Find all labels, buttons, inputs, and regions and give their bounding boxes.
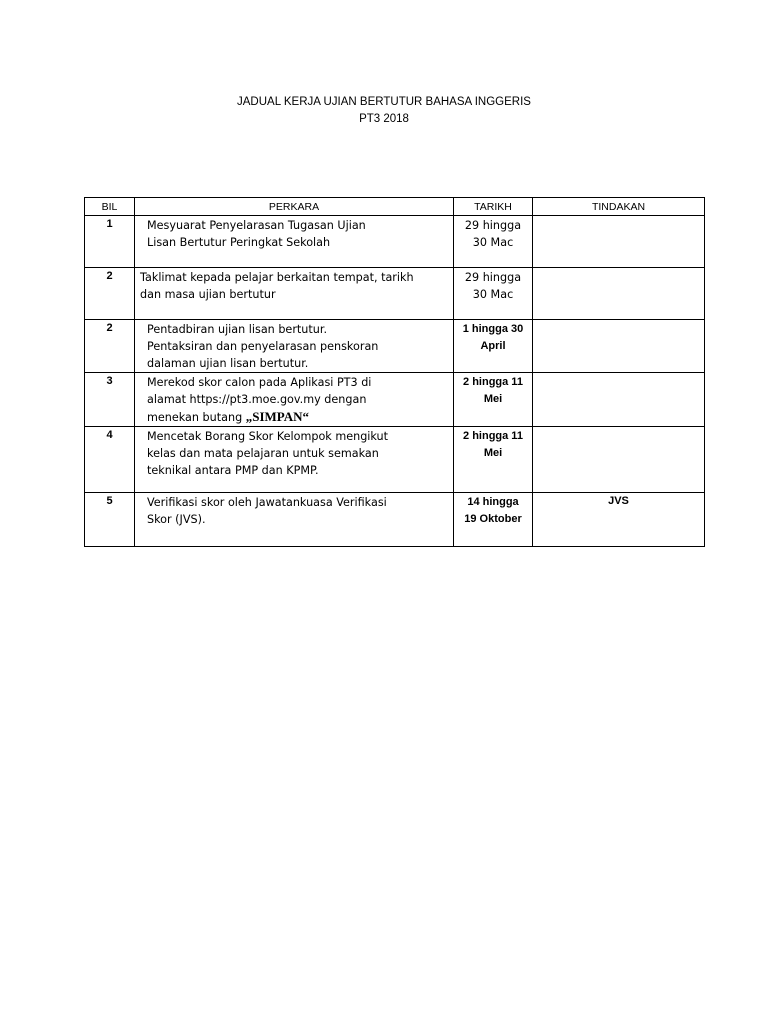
tarikh-cell: [454, 268, 533, 320]
bil-cell: 2: [85, 268, 135, 320]
table-row: [85, 216, 705, 268]
perkara-line: alamat https://pt3.moe.gov.my dengan: [147, 393, 367, 406]
tarikh-line: 19 Oktober: [464, 513, 522, 525]
bil-cell: 1: [85, 216, 135, 268]
tarikh-line: 2 hingga 11: [463, 376, 523, 388]
tarikh-line: 30 Mac: [472, 236, 514, 249]
tarikh-line: Mei: [483, 393, 503, 405]
tindakan-cell: [533, 216, 705, 268]
perkara-line: Merekod skor calon pada Aplikasi PT3 di: [147, 376, 372, 389]
tarikh-line: 14 hingga: [467, 496, 519, 508]
perkara-line: teknikal antara PMP dan KPMP.: [147, 464, 319, 477]
perkara-line: Pentadbiran ujian lisan bertutur.: [147, 323, 327, 336]
title-line-1: JADUAL KERJA UJIAN BERTUTUR BAHASA INGGERIS: [237, 96, 531, 108]
tarikh-line: 29 hingga: [464, 271, 522, 284]
perkara-line: Pentaksiran dan penyelarasan penskoran: [147, 340, 379, 353]
tindakan-cell: JVS: [533, 493, 705, 547]
perkara-line: kelas dan mata pelajaran untuk semakan: [147, 447, 379, 460]
tarikh-cell: [454, 320, 533, 373]
perkara-cell: [135, 373, 454, 427]
perkara-line: Verifikasi skor oleh Jawatankuasa Verifikasi: [147, 496, 387, 509]
header-perkara: PERKARA: [135, 198, 454, 216]
perkara-line: Mencetak Borang Skor Kelompok mengikut: [147, 430, 389, 443]
tarikh-line: 29 hingga: [464, 219, 522, 232]
simpan-emphasis: „SIMPAN“: [245, 409, 310, 424]
tarikh-line: April: [480, 340, 506, 352]
tindakan-cell: [533, 268, 705, 320]
table-row: [85, 427, 705, 493]
perkara-line-text: menekan butang: [147, 411, 246, 424]
bil-cell: 2: [85, 320, 135, 373]
tindakan-cell: [533, 427, 705, 493]
tarikh-cell: [454, 427, 533, 493]
table-row: [85, 320, 705, 373]
tindakan-cell: [533, 320, 705, 373]
tarikh-cell: [454, 373, 533, 427]
perkara-line: Lisan Bertutur Peringkat Sekolah: [147, 236, 331, 249]
tarikh-line: Mei: [483, 447, 503, 459]
perkara-cell: [135, 268, 454, 320]
perkara-line: dan masa ujian bertutur: [140, 288, 276, 301]
tarikh-line: 1 hingga 30: [462, 323, 524, 335]
perkara-cell: [135, 493, 454, 547]
document-title: [0, 94, 768, 128]
perkara-line: Taklimat kepada pelajar berkaitan tempat, tarikh: [140, 271, 414, 284]
work-schedule-table: [84, 197, 705, 547]
bil-cell: 4: [85, 427, 135, 493]
table-row: [85, 268, 705, 320]
perkara-line: [147, 408, 449, 426]
header-bil: BIL: [85, 198, 135, 216]
perkara-line: Skor (JVS).: [147, 513, 206, 526]
tindakan-cell: [533, 373, 705, 427]
perkara-cell: [135, 427, 454, 493]
perkara-cell: [135, 216, 454, 268]
perkara-cell: [135, 320, 454, 373]
header-tarikh: TARIKH: [454, 198, 533, 216]
table-header-row: [85, 198, 705, 216]
table-row: [85, 373, 705, 427]
perkara-line: Mesyuarat Penyelarasan Tugasan Ujian: [147, 219, 366, 232]
bil-cell: 3: [85, 373, 135, 427]
title-line-2: PT3 2018: [359, 113, 409, 125]
perkara-line: dalaman ujian lisan bertutur.: [147, 357, 309, 370]
tarikh-cell: [454, 493, 533, 547]
bil-cell: 5: [85, 493, 135, 547]
table-row: [85, 493, 705, 547]
header-tindakan: TINDAKAN: [533, 198, 705, 216]
tarikh-line: 30 Mac: [472, 288, 514, 301]
tarikh-cell: [454, 216, 533, 268]
tarikh-line: 2 hingga 11: [463, 430, 523, 442]
